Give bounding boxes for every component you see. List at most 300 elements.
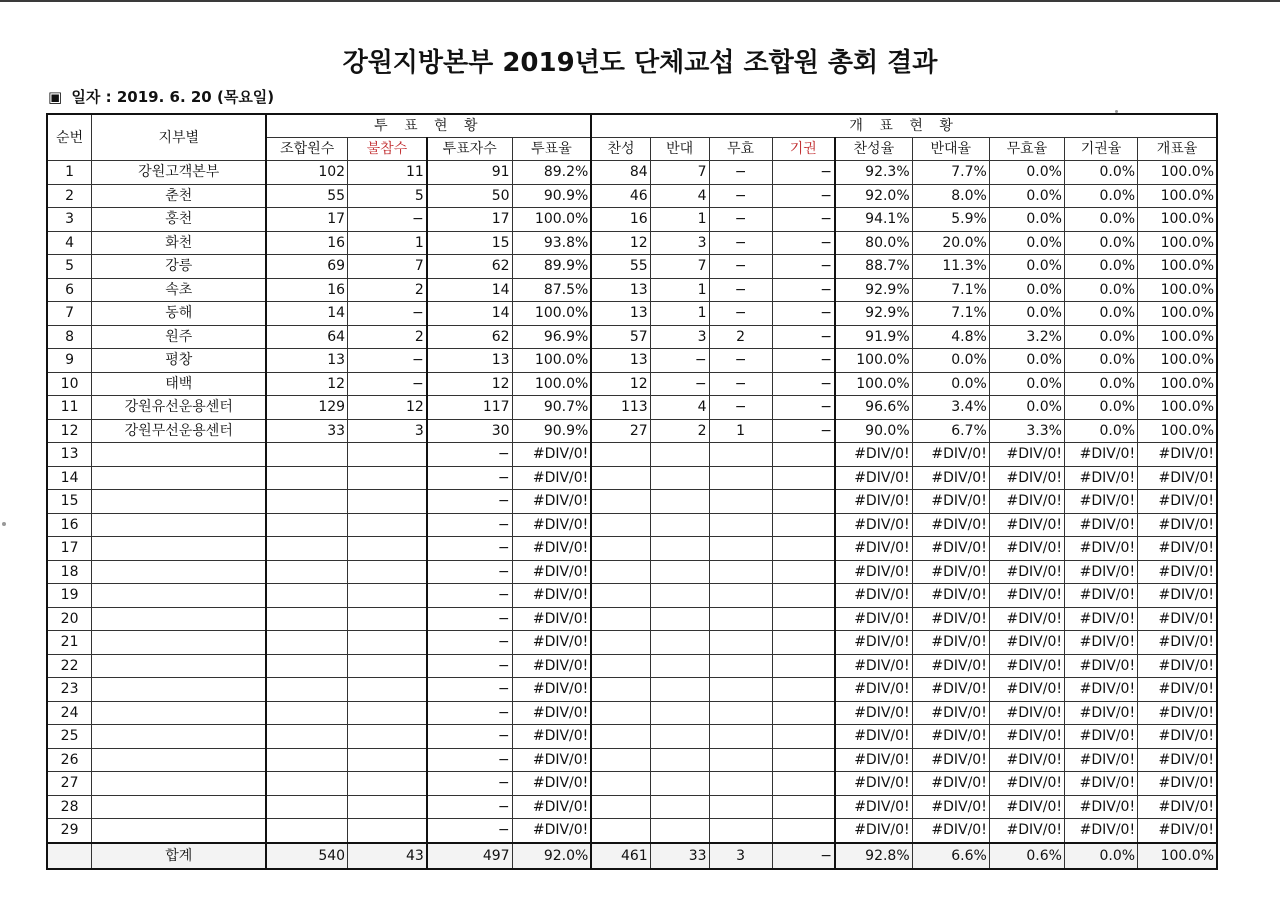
cell-abstain-rate: 0.0% [1064, 349, 1137, 373]
cell-seq: 9 [47, 349, 92, 373]
cell-invalid [709, 607, 772, 631]
cell-seq: 21 [47, 631, 92, 655]
cell-count-rate: 100.0% [1138, 255, 1217, 279]
cell-invalid [709, 560, 772, 584]
cell-branch [92, 654, 267, 678]
cell-invalid-rate: #DIV/0! [989, 772, 1064, 796]
cell-voters: − [427, 819, 512, 843]
cell-absent: 12 [348, 396, 427, 420]
cell-abstain-rate: #DIV/0! [1064, 654, 1137, 678]
cell-voters: 497 [427, 843, 512, 869]
cell-turnout: #DIV/0! [512, 725, 591, 749]
cell-turnout: 93.8% [512, 231, 591, 255]
cell-branch [92, 466, 267, 490]
cell-turnout: 92.0% [512, 843, 591, 869]
scan-speck [1115, 110, 1118, 113]
cell-invalid: − [709, 208, 772, 232]
cell-voters: 117 [427, 396, 512, 420]
cell-members: 33 [266, 419, 347, 443]
cell-abstain [772, 513, 835, 537]
cell-count-rate: #DIV/0! [1138, 748, 1217, 772]
cell-branch [92, 678, 267, 702]
cell-members: 16 [266, 231, 347, 255]
cell-seq: 22 [47, 654, 92, 678]
cell-invalid [709, 678, 772, 702]
cell-yes [591, 490, 650, 514]
cell-invalid: 1 [709, 419, 772, 443]
cell-no-rate: 20.0% [912, 231, 989, 255]
cell-yes-rate: #DIV/0! [835, 748, 912, 772]
cell-turnout: 100.0% [512, 349, 591, 373]
cell-abstain-rate: #DIV/0! [1064, 607, 1137, 631]
cell-abstain [772, 725, 835, 749]
cell-voters: 30 [427, 419, 512, 443]
cell-abstain-rate: #DIV/0! [1064, 795, 1137, 819]
cell-no-rate: #DIV/0! [912, 795, 989, 819]
cell-yes: 84 [591, 161, 650, 185]
cell-invalid [709, 490, 772, 514]
header-vote-status: 투 표 현 황 [266, 114, 591, 138]
cell-members [266, 537, 347, 561]
cell-absent: 3 [348, 419, 427, 443]
cell-seq: 7 [47, 302, 92, 326]
cell-turnout: 100.0% [512, 372, 591, 396]
cell-members [266, 701, 347, 725]
cell-members: 13 [266, 349, 347, 373]
cell-invalid-rate: #DIV/0! [989, 513, 1064, 537]
cell-yes [591, 584, 650, 608]
cell-voters: − [427, 748, 512, 772]
cell-yes-rate: #DIV/0! [835, 772, 912, 796]
cell-seq: 18 [47, 560, 92, 584]
cell-invalid [709, 725, 772, 749]
cell-seq: 1 [47, 161, 92, 185]
cell-count-rate: #DIV/0! [1138, 701, 1217, 725]
header-count-status: 개 표 현 황 [591, 114, 1217, 138]
cell-yes: 12 [591, 372, 650, 396]
cell-no: 1 [650, 302, 709, 326]
cell-invalid-rate: #DIV/0! [989, 748, 1064, 772]
page-title: 강원지방본부 2019년도 단체교섭 조합원 총회 결과 [342, 48, 938, 78]
cell-absent [348, 819, 427, 843]
cell-invalid [709, 772, 772, 796]
cell-voters: 12 [427, 372, 512, 396]
cell-yes: 27 [591, 419, 650, 443]
cell-absent: − [348, 302, 427, 326]
cell-seq: 3 [47, 208, 92, 232]
cell-turnout: 87.5% [512, 278, 591, 302]
cell-invalid [709, 701, 772, 725]
cell-seq: 26 [47, 748, 92, 772]
cell-voters: − [427, 678, 512, 702]
cell-yes [591, 654, 650, 678]
table-row [47, 772, 1217, 796]
cell-abstain-rate: #DIV/0! [1064, 819, 1137, 843]
cell-yes-rate: #DIV/0! [835, 443, 912, 467]
header-turnout: 투표율 [512, 138, 591, 161]
cell-branch: 동해 [92, 302, 267, 326]
header-yes-rate: 찬성율 [835, 138, 912, 161]
cell-seq: 14 [47, 466, 92, 490]
cell-invalid-rate: 0.0% [989, 161, 1064, 185]
cell-invalid [709, 584, 772, 608]
table-row [47, 255, 1217, 279]
cell-turnout: #DIV/0! [512, 819, 591, 843]
cell-seq: 6 [47, 278, 92, 302]
cell-members: 14 [266, 302, 347, 326]
cell-count-rate: 100.0% [1138, 419, 1217, 443]
header-absent: 불참수 [348, 138, 427, 161]
cell-no-rate: 7.1% [912, 302, 989, 326]
cell-yes: 55 [591, 255, 650, 279]
cell-invalid: − [709, 184, 772, 208]
cell-voters: − [427, 607, 512, 631]
cell-voters: 14 [427, 302, 512, 326]
cell-absent: 7 [348, 255, 427, 279]
cell-no-rate: 7.1% [912, 278, 989, 302]
cell-voters: − [427, 466, 512, 490]
cell-abstain-rate: #DIV/0! [1064, 631, 1137, 655]
cell-invalid [709, 466, 772, 490]
cell-no [650, 560, 709, 584]
cell-absent: − [348, 349, 427, 373]
cell-abstain: − [772, 843, 835, 869]
cell-turnout: #DIV/0! [512, 607, 591, 631]
cell-absent: − [348, 372, 427, 396]
cell-absent [348, 701, 427, 725]
cell-absent: 1 [348, 231, 427, 255]
cell-absent [348, 584, 427, 608]
header-no-rate: 반대율 [912, 138, 989, 161]
cell-no [650, 607, 709, 631]
table-row [47, 701, 1217, 725]
cell-abstain [772, 748, 835, 772]
cell-branch: 화천 [92, 231, 267, 255]
cell-yes-rate: 92.9% [835, 278, 912, 302]
cell-no: 3 [650, 231, 709, 255]
table-row [47, 584, 1217, 608]
table-row [47, 795, 1217, 819]
cell-yes: 57 [591, 325, 650, 349]
cell-seq: 28 [47, 795, 92, 819]
table-row [47, 208, 1217, 232]
cell-branch [92, 748, 267, 772]
cell-members [266, 607, 347, 631]
cell-abstain-rate: 0.0% [1064, 302, 1137, 326]
cell-invalid: − [709, 278, 772, 302]
cell-no: 4 [650, 184, 709, 208]
cell-no-rate: 6.6% [912, 843, 989, 869]
cell-abstain-rate: #DIV/0! [1064, 466, 1137, 490]
table-row [47, 278, 1217, 302]
table-row [47, 748, 1217, 772]
cell-no: 3 [650, 325, 709, 349]
cell-branch: 속초 [92, 278, 267, 302]
cell-yes-rate: 92.3% [835, 161, 912, 185]
cell-no [650, 748, 709, 772]
cell-count-rate: 100.0% [1138, 372, 1217, 396]
cell-branch [92, 607, 267, 631]
cell-yes [591, 537, 650, 561]
cell-count-rate: #DIV/0! [1138, 725, 1217, 749]
cell-yes [591, 748, 650, 772]
cell-invalid [709, 443, 772, 467]
cell-abstain [772, 607, 835, 631]
cell-absent [348, 795, 427, 819]
cell-branch: 합계 [92, 843, 267, 869]
cell-abstain [772, 560, 835, 584]
cell-branch [92, 560, 267, 584]
cell-absent: 5 [348, 184, 427, 208]
cell-count-rate: 100.0% [1138, 325, 1217, 349]
cell-turnout: #DIV/0! [512, 701, 591, 725]
cell-turnout: 90.7% [512, 396, 591, 420]
cell-abstain-rate: #DIV/0! [1064, 678, 1137, 702]
cell-abstain-rate: #DIV/0! [1064, 513, 1137, 537]
table-row [47, 819, 1217, 843]
cell-voters: 50 [427, 184, 512, 208]
cell-yes [591, 607, 650, 631]
cell-absent [348, 748, 427, 772]
cell-abstain [772, 443, 835, 467]
table-row [47, 231, 1217, 255]
cell-invalid [709, 795, 772, 819]
cell-voters: 15 [427, 231, 512, 255]
cell-invalid-rate: 0.0% [989, 349, 1064, 373]
cell-yes-rate: 92.0% [835, 184, 912, 208]
cell-seq: 8 [47, 325, 92, 349]
cell-abstain-rate: #DIV/0! [1064, 584, 1137, 608]
square-marker-icon: ▣ [48, 88, 63, 106]
cell-count-rate: #DIV/0! [1138, 560, 1217, 584]
cell-abstain: − [772, 255, 835, 279]
cell-invalid: 3 [709, 843, 772, 869]
cell-invalid [709, 748, 772, 772]
cell-abstain-rate: #DIV/0! [1064, 748, 1137, 772]
table-row [47, 184, 1217, 208]
cell-abstain-rate: 0.0% [1064, 325, 1137, 349]
cell-seq: 29 [47, 819, 92, 843]
cell-abstain-rate: 0.0% [1064, 843, 1137, 869]
cell-turnout: #DIV/0! [512, 490, 591, 514]
cell-yes: 13 [591, 278, 650, 302]
cell-abstain: − [772, 302, 835, 326]
cell-no-rate: #DIV/0! [912, 748, 989, 772]
scan-speck [2, 522, 6, 526]
cell-no [650, 513, 709, 537]
cell-invalid-rate: #DIV/0! [989, 701, 1064, 725]
header-abstain: 기권 [772, 138, 835, 161]
cell-members: 55 [266, 184, 347, 208]
cell-yes-rate: #DIV/0! [835, 537, 912, 561]
cell-no [650, 725, 709, 749]
cell-branch [92, 513, 267, 537]
cell-voters: − [427, 584, 512, 608]
cell-invalid-rate: #DIV/0! [989, 725, 1064, 749]
cell-yes-rate: 92.8% [835, 843, 912, 869]
cell-voters: − [427, 443, 512, 467]
cell-branch [92, 701, 267, 725]
cell-absent [348, 513, 427, 537]
cell-turnout: #DIV/0! [512, 560, 591, 584]
cell-members [266, 490, 347, 514]
cell-yes: 461 [591, 843, 650, 869]
cell-seq: 12 [47, 419, 92, 443]
cell-seq: 2 [47, 184, 92, 208]
results-table [46, 113, 1218, 870]
cell-branch [92, 819, 267, 843]
cell-voters: − [427, 795, 512, 819]
cell-absent: 11 [348, 161, 427, 185]
cell-invalid-rate: #DIV/0! [989, 584, 1064, 608]
scan-top-edge [0, 0, 1280, 2]
cell-yes: 12 [591, 231, 650, 255]
cell-seq: 19 [47, 584, 92, 608]
cell-invalid-rate: #DIV/0! [989, 443, 1064, 467]
cell-abstain-rate: #DIV/0! [1064, 537, 1137, 561]
cell-yes-rate: #DIV/0! [835, 631, 912, 655]
cell-turnout: 90.9% [512, 419, 591, 443]
table-body [47, 161, 1217, 869]
cell-no: − [650, 349, 709, 373]
cell-no-rate: #DIV/0! [912, 725, 989, 749]
cell-abstain [772, 701, 835, 725]
cell-invalid-rate: #DIV/0! [989, 490, 1064, 514]
cell-turnout: 89.2% [512, 161, 591, 185]
table-row [47, 490, 1217, 514]
meeting-date [48, 86, 274, 107]
cell-branch [92, 443, 267, 467]
cell-no [650, 490, 709, 514]
table-row [47, 678, 1217, 702]
cell-turnout: 89.9% [512, 255, 591, 279]
cell-absent [348, 772, 427, 796]
cell-no [650, 819, 709, 843]
cell-yes-rate: #DIV/0! [835, 607, 912, 631]
cell-abstain: − [772, 278, 835, 302]
cell-invalid-rate: 3.3% [989, 419, 1064, 443]
cell-abstain-rate: #DIV/0! [1064, 725, 1137, 749]
cell-no [650, 795, 709, 819]
table-row [47, 349, 1217, 373]
cell-members: 540 [266, 843, 347, 869]
cell-yes [591, 772, 650, 796]
cell-invalid-rate: 3.2% [989, 325, 1064, 349]
table-row [47, 631, 1217, 655]
cell-absent [348, 678, 427, 702]
header-count-rate: 개표율 [1138, 138, 1217, 161]
cell-invalid [709, 513, 772, 537]
cell-no: 7 [650, 161, 709, 185]
cell-abstain-rate: 0.0% [1064, 419, 1137, 443]
cell-abstain [772, 584, 835, 608]
cell-seq: 27 [47, 772, 92, 796]
cell-invalid-rate: 0.0% [989, 302, 1064, 326]
cell-no: − [650, 372, 709, 396]
cell-absent: 43 [348, 843, 427, 869]
header-invalid-rate: 무효율 [989, 138, 1064, 161]
cell-abstain [772, 678, 835, 702]
cell-members [266, 466, 347, 490]
cell-invalid-rate: 0.0% [989, 372, 1064, 396]
cell-invalid-rate: #DIV/0! [989, 819, 1064, 843]
cell-no-rate: #DIV/0! [912, 654, 989, 678]
cell-members [266, 443, 347, 467]
cell-no [650, 631, 709, 655]
cell-yes [591, 560, 650, 584]
cell-seq: 13 [47, 443, 92, 467]
cell-abstain-rate: 0.0% [1064, 161, 1137, 185]
cell-abstain: − [772, 325, 835, 349]
cell-no-rate: #DIV/0! [912, 607, 989, 631]
table-row [47, 325, 1217, 349]
table-row [47, 466, 1217, 490]
cell-absent [348, 537, 427, 561]
cell-abstain-rate: #DIV/0! [1064, 490, 1137, 514]
cell-yes [591, 631, 650, 655]
cell-abstain [772, 819, 835, 843]
cell-no-rate: 5.9% [912, 208, 989, 232]
cell-yes-rate: #DIV/0! [835, 795, 912, 819]
cell-abstain-rate: 0.0% [1064, 396, 1137, 420]
cell-branch: 강릉 [92, 255, 267, 279]
table-row [47, 419, 1217, 443]
cell-members [266, 725, 347, 749]
cell-absent [348, 490, 427, 514]
cell-yes-rate: 90.0% [835, 419, 912, 443]
cell-yes-rate: #DIV/0! [835, 490, 912, 514]
table-row [47, 302, 1217, 326]
cell-count-rate: #DIV/0! [1138, 584, 1217, 608]
header-row-1 [47, 114, 1217, 138]
cell-branch [92, 584, 267, 608]
cell-count-rate: #DIV/0! [1138, 466, 1217, 490]
table-row [47, 372, 1217, 396]
cell-turnout: #DIV/0! [512, 443, 591, 467]
cell-yes: 13 [591, 302, 650, 326]
cell-no-rate: #DIV/0! [912, 819, 989, 843]
cell-turnout: #DIV/0! [512, 584, 591, 608]
cell-absent: 2 [348, 325, 427, 349]
cell-branch [92, 537, 267, 561]
table-row [47, 396, 1217, 420]
cell-yes: 13 [591, 349, 650, 373]
cell-members [266, 819, 347, 843]
cell-branch: 평창 [92, 349, 267, 373]
cell-invalid-rate: 0.0% [989, 255, 1064, 279]
cell-count-rate: 100.0% [1138, 396, 1217, 420]
cell-voters: 62 [427, 325, 512, 349]
cell-yes-rate: 100.0% [835, 372, 912, 396]
cell-abstain-rate: 0.0% [1064, 184, 1137, 208]
cell-count-rate: #DIV/0! [1138, 654, 1217, 678]
cell-abstain: − [772, 419, 835, 443]
cell-branch: 강원무선운용센터 [92, 419, 267, 443]
cell-no [650, 772, 709, 796]
cell-count-rate: #DIV/0! [1138, 795, 1217, 819]
cell-abstain: − [772, 396, 835, 420]
cell-turnout: 90.9% [512, 184, 591, 208]
header-members: 조합원수 [266, 138, 347, 161]
table-row [47, 513, 1217, 537]
cell-yes-rate: #DIV/0! [835, 513, 912, 537]
cell-seq: 23 [47, 678, 92, 702]
cell-turnout: #DIV/0! [512, 678, 591, 702]
cell-absent: − [348, 208, 427, 232]
table-row [47, 607, 1217, 631]
cell-absent [348, 725, 427, 749]
cell-yes [591, 725, 650, 749]
